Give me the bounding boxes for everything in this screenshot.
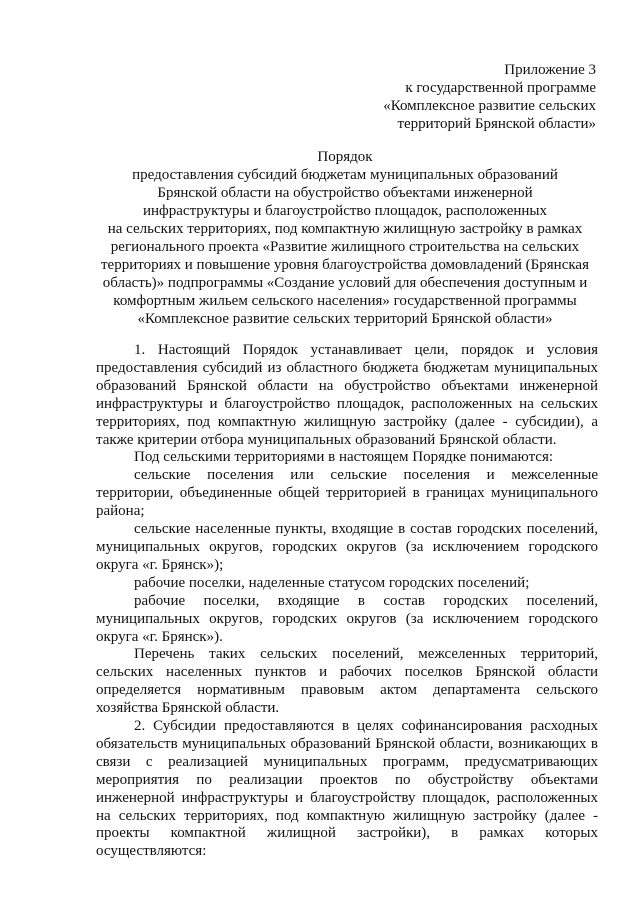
document-title: Порядок bbox=[317, 149, 373, 165]
subtitle-line: территориях и повышение уровня благоустройства домовладений (Брянская bbox=[100, 257, 589, 273]
paragraph-list-definition: Перечень таких сельских поселений, межселенных территорий, сельских населенных пунктов и рабочих поселков Брянской области определяется нормативным правовым актом департамента сельского хозяйства Брянской области. bbox=[96, 646, 598, 717]
paragraph-rural-item-4: рабочие поселки, входящие в состав городских поселений, муниципальных округов, городских округов (за исключением городского округа «г. Брянск»). bbox=[96, 592, 598, 645]
subtitle-line: регионального проекта «Развитие жилищного строительства на сельских bbox=[110, 239, 580, 255]
appendix-program-ref: к государственной программе bbox=[405, 80, 596, 96]
document-subtitle bbox=[90, 166, 600, 328]
subtitle-line: Брянской области на обустройство объектами инженерной bbox=[157, 185, 533, 201]
subtitle-line: «Комплексное развитие сельских территорий Брянской области» bbox=[137, 311, 553, 327]
subtitle-line: комфортным жильем сельского населения» государственной программы bbox=[113, 293, 577, 309]
paragraph-rural-item-1: сельские поселения или сельские поселения и межселенные территории, объединенные общей территорией в границах муниципального района; bbox=[96, 467, 598, 520]
appendix-header bbox=[276, 61, 596, 133]
paragraph-rural-item-3: рабочие поселки, наделенные статусом городских поселений; bbox=[134, 574, 530, 591]
appendix-program-name-2: территорий Брянской области» bbox=[397, 116, 596, 132]
paragraph-subsidy-goals: 2. Субсидии предоставляются в целях софинансирования расходных обязательств муниципальных образований Брянской области, возникающих в связи с реализацией муниципальных программ, предусматривающих мероприятия по реализации проектов по обустройству объектами инженерной инфраструктуры и благоустройству площадок, расположенных на сельских территориях, под компактную жилищную застройку (далее - проекты компактной жилищной застройки), в рамках которых осуществляются: bbox=[96, 718, 598, 860]
appendix-program-name-1: «Комплексное развитие сельских bbox=[383, 98, 596, 114]
paragraph-rural-item-2: сельские населенные пункты, входящие в состав городских поселений, муниципальных округов, городских округов (за исключением городского округа «г. Брянск»); bbox=[96, 521, 598, 573]
paragraph-rural-definition: Под сельскими территориями в настоящем Порядке понимаются: bbox=[134, 449, 554, 466]
document-body bbox=[96, 342, 598, 861]
subtitle-line: инфраструктуры и благоустройство площадок, расположенных bbox=[142, 203, 547, 219]
subtitle-line: на сельских территориях, под компактную жилищную застройку в рамках bbox=[107, 221, 583, 237]
subtitle-line: предоставления субсидий бюджетам муниципальных образований bbox=[132, 167, 558, 183]
subtitle-line: область)» подпрограммы «Создание условий для обеспечения доступным и bbox=[102, 275, 588, 291]
paragraph-purpose: 1. Настоящий Порядок устанавливает цели, порядок и условия предоставления субсидий из областного бюджета бюджетам муниципальных образований Брянской области на обустройство объектами инженерной инфраструктуры и благоустройство площадок, расположенных на сельских территориях, под компактную жилищную застройку (далее - субсидии), а также критерии отбора муниципальных образований Брянской области. bbox=[96, 342, 598, 448]
appendix-number: Приложение 3 bbox=[504, 62, 596, 78]
